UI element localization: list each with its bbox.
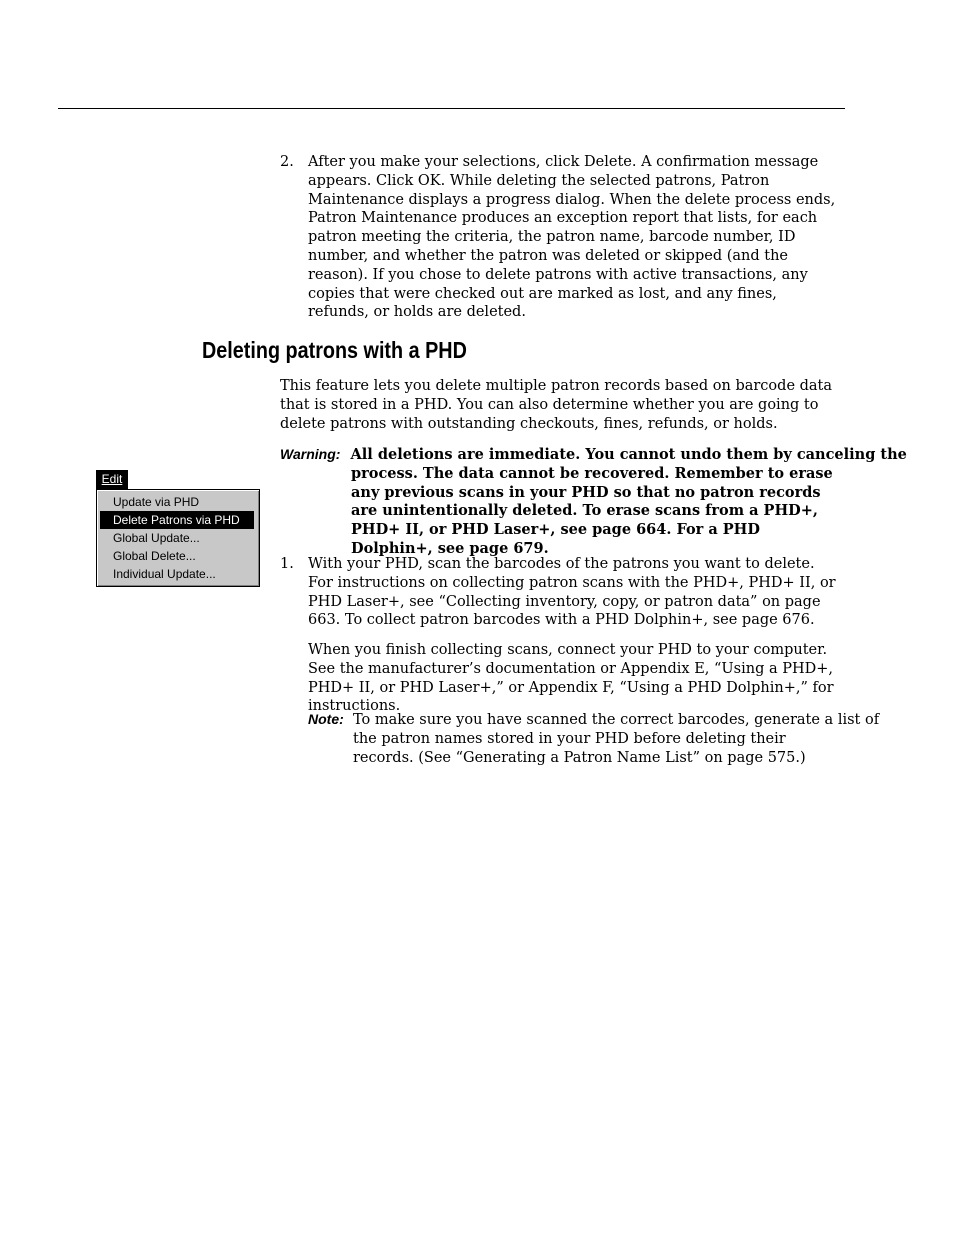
intro-paragraph: This feature lets you delete multiple patron records based on barcode data that is stored in a PHD. You can also determine whether you are going to delete patrons with outstanding checkouts, fines, refunds, or holds. <box>280 378 833 432</box>
step-text: After you make your selections, click Delete. A confirmation message appears. Click OK. While deleting the selected patrons, Patron Maintenance displays a progress dialog. When the delete process ends, Patron Maintenance produces an exception report that lists, for each patron meeting the criteria, the patron name, barcode number, ID number, and whether the patron was deleted or skipped (and the reason). If you chose to delete patrons with active transactions, any copies that were checked out are marked as lost, and any fines, refunds, or holds are deleted. <box>308 154 836 321</box>
menu-item-global-delete[interactable]: Global Delete... <box>113 549 196 563</box>
step-number: 2. <box>280 154 294 170</box>
note-block <box>308 710 880 767</box>
menu-item-update-via-phd[interactable]: Update via PHD <box>113 495 200 509</box>
warning-first-line <box>280 445 907 465</box>
section-heading: Deleting patrons with a PHD <box>202 337 467 363</box>
warning-text-first: All deletions are immediate. You cannot undo them by canceling the <box>350 446 907 463</box>
menu-item-global-update[interactable]: Global Update... <box>113 531 200 545</box>
header-rule <box>58 108 845 109</box>
menu-item-individual-update[interactable]: Individual Update... <box>113 567 216 581</box>
warning-label: Warning: <box>280 446 341 462</box>
step-number: 1. <box>280 556 294 572</box>
note-text-first: To make sure you have scanned the correct barcodes, generate a list of <box>353 712 880 728</box>
menu-item-delete-patrons-via-phd[interactable]: Delete Patrons via PHD <box>100 511 254 529</box>
note-text-rest: the patron names stored in your PHD before deleting their records. (See “Generating a Patron Name List” on page 575.) <box>353 730 806 766</box>
note-label: Note: <box>308 711 344 727</box>
warning-block <box>280 445 907 559</box>
edit-menu-screenshot <box>96 470 260 587</box>
step-text: With your PHD, scan the barcodes of the patrons you want to delete. For instructions on collecting patron scans with the PHD+, PHD+ II, or PHD Laser+, see “Collecting inventory, copy, or patron data” on page 663. To collect patron barcodes with a PHD Dolphin+, see page 676. <box>308 556 836 629</box>
warning-text-rest: process. The data cannot be recovered. Remember to erase any previous scans in your PHD so that no patron records are unintentionally deleted. To erase scans from a PHD+, PHD+ II, or PHD Laser+, see page 664. For a PHD Dolphin+, see page 679. <box>351 464 833 557</box>
menu-title-edit[interactable] <box>96 470 128 489</box>
menu-dropdown <box>96 489 260 587</box>
followup-paragraph: When you finish collecting scans, connect your PHD to your computer. See the manufacturer’s documentation or Appendix E, “Using a PHD+, PHD+ II, or PHD Laser+,” or Appendix F, “Using a PHD Dolphin+,” for instructions. <box>308 642 834 715</box>
note-first-line <box>308 710 880 730</box>
menu-title-text: Edit <box>101 472 123 486</box>
